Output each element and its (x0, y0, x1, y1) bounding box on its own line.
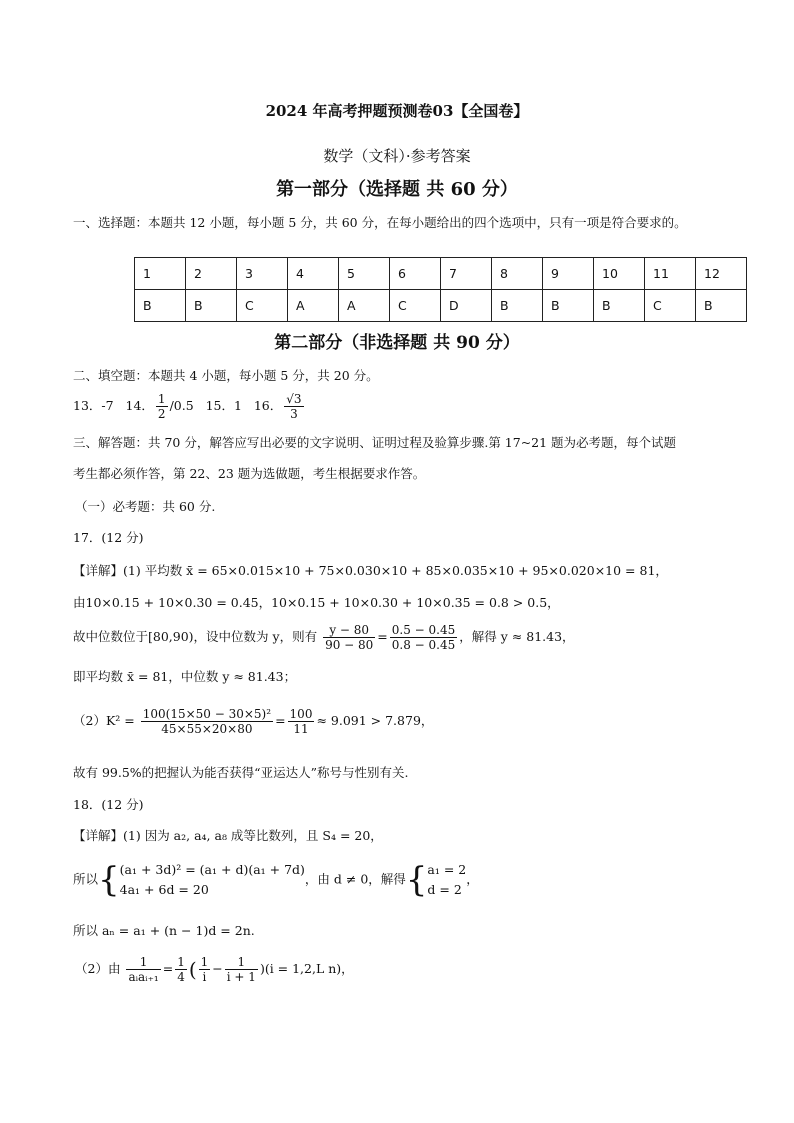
q18-given: ，由 d ≠ 0，解得 (304, 871, 406, 887)
answer-13: 13．-7 (73, 398, 114, 413)
numerator: 1 (126, 955, 160, 970)
q17-fraction-2 (390, 623, 458, 652)
section2-intro: 二、填空题：本题共 4 小题，每小题 5 分，共 20 分。 (73, 368, 379, 383)
q17-fraction-1 (323, 623, 375, 652)
table-cell: 2 (186, 258, 237, 290)
document-subtitle: 数学（文科）·参考答案 (323, 147, 471, 165)
q17-conclusion: 故有 99.5%的把握认为能否获得“亚运达人”称号与性别有关. (73, 765, 409, 780)
part1-heading: 第一部分（选择题 共 60 分） (276, 179, 518, 200)
answer-14-label: 14． (125, 398, 154, 413)
comma: ， (466, 871, 479, 887)
q18-title: 18．(12 分) (73, 797, 144, 812)
table-cell: A (288, 290, 339, 322)
denominator: 11 (293, 722, 309, 736)
table-cell: B (186, 290, 237, 322)
k-squared-label: （2）K² = (73, 713, 135, 728)
frac-1 (126, 955, 160, 984)
q18-condition: (1) 因为 a₂, a₄, a₈ 成等比数列，且 S₄ = 20， (123, 828, 383, 843)
equation: d = 2 (427, 882, 462, 897)
q17-line2: 由10×0.15 + 10×0.30 = 0.45，10×0.15 + 10×0.30 + 10×0.35 = 0.8 > 0.5， (73, 595, 560, 610)
equation: (a₁ + 3d)² = (a₁ + d)(a₁ + 7d) (119, 862, 305, 877)
q17-line5 (73, 707, 723, 736)
equals-sign: = (377, 629, 388, 644)
minus-sign: − (212, 961, 223, 976)
q18-system-2 (427, 860, 466, 900)
equals-sign: = (162, 961, 174, 976)
table-cell: 3 (237, 258, 288, 290)
equals-sign: = (275, 713, 286, 728)
table-cell: A (339, 290, 390, 322)
numerator: 1 (177, 955, 185, 969)
table-cell: 7 (441, 258, 492, 290)
denominator: 0.8 − 0.45 (391, 638, 456, 652)
table-cell: 5 (339, 258, 390, 290)
document-title: 2024 年高考押题预测卷03【全国卷】 (265, 102, 529, 120)
numerator: 1 (225, 955, 258, 970)
table-cell: B (594, 290, 645, 322)
q17-title: 17．(12 分) (73, 530, 144, 545)
denominator: 45×55×20×80 (161, 722, 253, 736)
numerator: 100(15×50 − 30×5)² (142, 707, 272, 721)
q18-line4 (75, 955, 725, 984)
q17-median-result: ，解得 y ≈ 81.43， (459, 629, 575, 644)
q18-system-1 (120, 860, 305, 900)
q17-median-text: 故中位数位于[80,90)，设中位数为 y，则有 (73, 629, 318, 644)
table-cell: 4 (288, 258, 339, 290)
table-cell: C (645, 290, 696, 322)
equation: 4a₁ + 6d = 20 (119, 882, 209, 897)
denominator: 90 − 80 (325, 638, 374, 652)
answer-14-numerator: 1 (157, 392, 166, 406)
q17-line1 (73, 560, 723, 582)
denominator: i + 1 (226, 970, 256, 984)
frac-2 (175, 955, 187, 984)
table-cell: B (492, 290, 543, 322)
answer-14-denominator: 2 (157, 407, 166, 421)
choice-answer-table (134, 257, 747, 322)
table-cell: D (441, 290, 492, 322)
answer-15: 15．1 (205, 398, 242, 413)
table-cell: 6 (390, 258, 441, 290)
table-cell: 10 (594, 258, 645, 290)
table-cell: C (237, 290, 288, 322)
open-paren: ( (188, 957, 197, 982)
answer-16-fraction (284, 392, 303, 421)
numerator: 0.5 − 0.45 (391, 623, 456, 637)
q17-mean-formula: (1) 平均数 x̄ = 65×0.015×10 + 75×0.030×10 + 85×0.035×10 + 95×0.020×10 = 81， (123, 563, 668, 578)
answer-16-denominator: 3 (290, 407, 298, 421)
table-row-answers (135, 290, 747, 322)
numerator: 100 (289, 707, 313, 721)
left-brace-icon: { (405, 860, 428, 900)
q18-line2 (73, 860, 723, 900)
answer-16-label: 16． (253, 398, 283, 413)
section1-intro: 一、选择题：本题共 12 小题，每小题 5 分，共 60 分，在每小题给出的四个选项中，只有一项是符合要求的。 (73, 215, 687, 230)
table-cell: B (135, 290, 186, 322)
answer-14-rest: /0.5 (169, 398, 194, 413)
k-squared-result: ≈ 9.091 > 7.879， (316, 713, 434, 728)
frac-3 (199, 955, 211, 984)
detail-label: 【详解】 (73, 828, 124, 843)
denominator: 4 (177, 970, 185, 984)
k-squared-fraction-2 (288, 707, 315, 736)
q18-line1 (73, 825, 723, 847)
q17-line4: 即平均数 x̄ = 81，中位数 y ≈ 81.43； (73, 669, 297, 684)
table-cell: 1 (135, 258, 186, 290)
numerator: 1 (200, 955, 209, 969)
table-cell: C (390, 290, 441, 322)
q18-range: )(i = 1,2,L n)， (259, 961, 354, 976)
frac-4 (225, 955, 258, 984)
numerator: y − 80 (323, 623, 375, 638)
table-cell: 9 (543, 258, 594, 290)
table-cell: 12 (696, 258, 747, 290)
left-brace-icon: { (98, 860, 120, 900)
q18-line3: 所以 aₙ = a₁ + (n − 1)d = 2n. (73, 923, 255, 938)
q18-part2-label: （2）由 (75, 961, 121, 976)
table-cell: 11 (645, 258, 696, 290)
answer-14-fraction (156, 392, 168, 421)
table-cell: B (543, 290, 594, 322)
k-squared-fraction-1 (141, 707, 273, 736)
table-cell: 8 (492, 258, 543, 290)
q18-so-label: 所以 (73, 871, 99, 887)
part2-heading: 第二部分（非选择题 共 90 分） (274, 333, 520, 353)
detail-label: 【详解】 (73, 563, 124, 578)
q17-line3 (73, 623, 723, 652)
equation: a₁ = 2 (427, 862, 467, 877)
required-section-label: （一）必考题：共 60 分. (75, 499, 216, 514)
answer-16-numerator: √3 (286, 392, 302, 406)
section3-intro-line2: 考生都必须作答，第 22、23 题为选做题，考生根据要求作答。 (73, 466, 426, 481)
table-cell: B (696, 290, 747, 322)
table-row-numbers (135, 258, 747, 290)
denominator: aᵢaᵢ₊₁ (128, 970, 159, 984)
fill-blank-answers (73, 392, 723, 421)
denominator: i (202, 970, 207, 984)
section3-intro-line1: 三、解答题：共 70 分，解答应写出必要的文字说明、证明过程及验算步骤.第 17~21 题为必考题，每个试题 (73, 435, 677, 450)
